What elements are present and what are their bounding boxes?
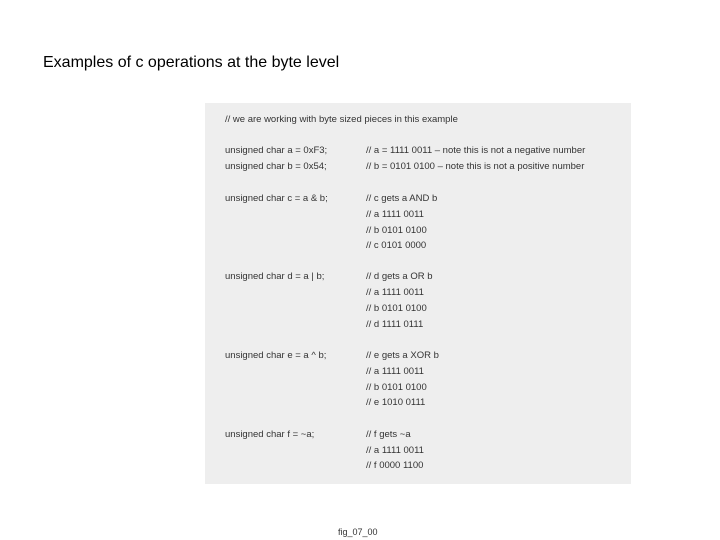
comment-line: // c gets a AND b	[366, 193, 438, 204]
comment-line: // a 1111 0011	[366, 287, 424, 298]
slide-title: Examples of c operations at the byte level	[43, 54, 340, 71]
header-comment: // we are working with byte sized pieces in this example	[225, 114, 458, 125]
code-line: unsigned char b = 0x54;	[225, 161, 327, 172]
comment-line: // b 0101 0100	[366, 382, 427, 393]
code-line: unsigned char a = 0xF3;	[225, 145, 328, 156]
comment-line: // a 1111 0011	[366, 445, 424, 456]
comment-line: // a 1111 0011	[366, 366, 424, 377]
comment-line: // b 0101 0100	[366, 303, 427, 314]
figure-caption: fig_07_00	[338, 527, 378, 537]
comment-line: // d 1111 0111	[366, 319, 424, 330]
code-line: unsigned char f = ~a;	[225, 429, 315, 440]
comment-line: // a = 1111 0011 – note this is not a negative number	[366, 145, 586, 156]
comment-line: // f gets ~a	[366, 429, 411, 440]
comment-line: // b = 0101 0100 – note this is not a positive number	[366, 161, 585, 172]
comment-line: // e 1010 0111	[366, 397, 426, 408]
comment-line: // e gets a XOR b	[366, 350, 439, 361]
comment-line: // d gets a OR b	[366, 271, 433, 282]
code-line: unsigned char e = a ^ b;	[225, 350, 327, 361]
comment-line: // c 0101 0000	[366, 240, 427, 251]
comment-line: // b 0101 0100	[366, 225, 427, 236]
code-figure	[205, 103, 631, 484]
code-line: unsigned char d = a | b;	[225, 271, 325, 282]
comment-line: // f 0000 1100	[366, 460, 424, 471]
comment-line: // a 1111 0011	[366, 209, 424, 220]
code-line: unsigned char c = a & b;	[225, 193, 328, 204]
